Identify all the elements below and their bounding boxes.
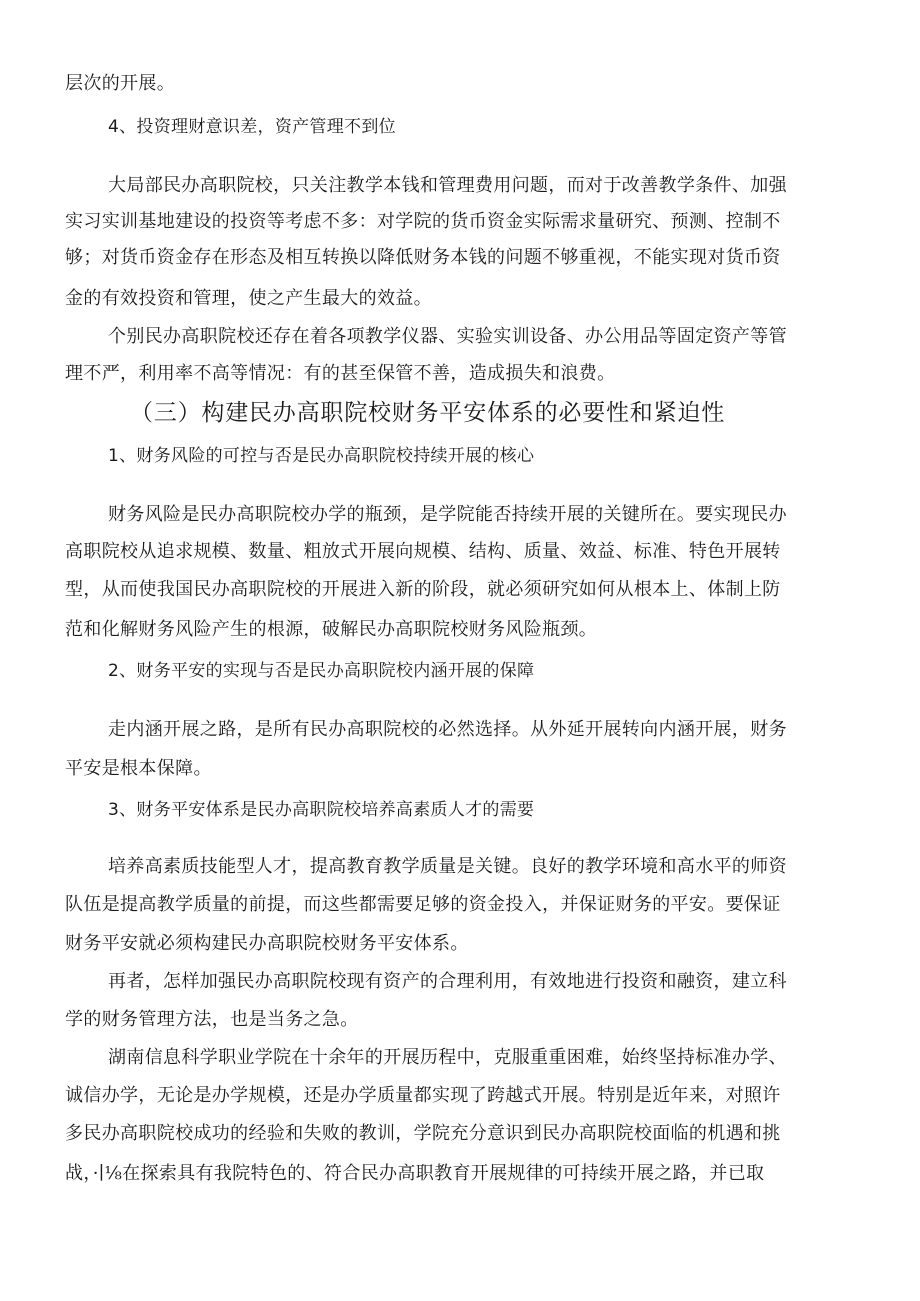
paragraph-line: 走内涵开展之路，是所有民办高职院校的必然选择。从外延开展转向内涵开展，财务	[108, 719, 787, 740]
paragraph-line: 理不严，利用率不高等情况：有的甚至保管不善，造成损失和浪费。	[65, 363, 616, 384]
paragraph-line: 队伍是提高教学质量的前提，而这些都需要足够的资金投入，并保证财务的平安。要保证	[65, 894, 781, 915]
section-heading: 4、投资理财意识差，资产管理不到位	[108, 117, 396, 137]
section-heading: 2、财务平安的实现与否是民办高职院校内涵开展的保障	[108, 661, 535, 681]
paragraph-line: 够；对货币资金存在形态及相互转换以降低财务本钱的问题不够重视，不能实现对货币资	[65, 247, 781, 268]
section-heading: 1、财务风险的可控与否是民办高职院校持续开展的核心	[108, 446, 535, 466]
paragraph-line: 实习实训基地建设的投资等考虑不多：对学院的货币资金实际需求量研究、预测、控制不	[65, 211, 781, 232]
paragraph-line: 战，·∣⅛在探索具有我院特色的、符合民办高职教育开展规律的可持续开展之路，并已取	[65, 1163, 765, 1184]
paragraph-line: 财务平安就必须构建民办高职院校财务平安体系。	[65, 933, 469, 954]
paragraph-line: 培养高素质技能型人才，提高教育教学质量是关键。良好的教学环境和高水平的师资	[108, 856, 787, 877]
paragraph-line: 型，从而使我国民办高职院校的开展进入新的阶段，就必须研究如何从根本上、体制上防	[65, 579, 781, 600]
paragraph-line: 范和化解财务风险产生的根源，破解民办高职院校财务风险瓶颈。	[65, 619, 598, 640]
paragraph-line: 再者，怎样加强民办高职院校现有资产的合理利用，有效地进行投资和融资，建立科	[108, 971, 787, 992]
paragraph-line: 平安是根本保障。	[65, 758, 212, 779]
chapter-heading: （三）构建民办高职院校财务平安体系的必要性和紧迫性	[130, 400, 725, 426]
section-heading: 3、财务平安体系是民办高职院校培养高素质人才的需要	[108, 800, 535, 820]
paragraph-line: 金的有效投资和管理，使之产生最大的效益。	[65, 288, 432, 309]
paragraph-line: 大局部民办高职院校，只关注教学本钱和管理费用问题，而对于改善教学条件、加强	[108, 175, 787, 196]
paragraph-line: 诚信办学，无论是办学规模，还是办学质量都实现了跨越式开展。特别是近年来，对照许	[65, 1085, 781, 1106]
paragraph-line: 财务风险是民办高职院校办学的瓶颈，是学院能否持续开展的关键所在。要实现民办	[108, 504, 787, 525]
text-line: 层次的开展。	[65, 73, 176, 94]
paragraph-line: 多民办高职院校成功的经验和失败的教训，学院充分意识到民办高职院校面临的机遇和挑	[65, 1123, 781, 1144]
paragraph-line: 高职院校从追求规模、数量、粗放式开展向规模、结构、质量、效益、标准、特色开展转	[65, 541, 781, 562]
paragraph-line: 个别民办高职院校还存在着各项教学仪器、实验实训设备、办公用品等固定资产等管	[108, 326, 787, 347]
paragraph-line: 湖南信息科学职业学院在十余年的开展历程中，克服重重困难，始终坚持标准办学、	[108, 1047, 787, 1068]
paragraph-line: 学的财务管理方法，也是当务之急。	[65, 1009, 359, 1030]
